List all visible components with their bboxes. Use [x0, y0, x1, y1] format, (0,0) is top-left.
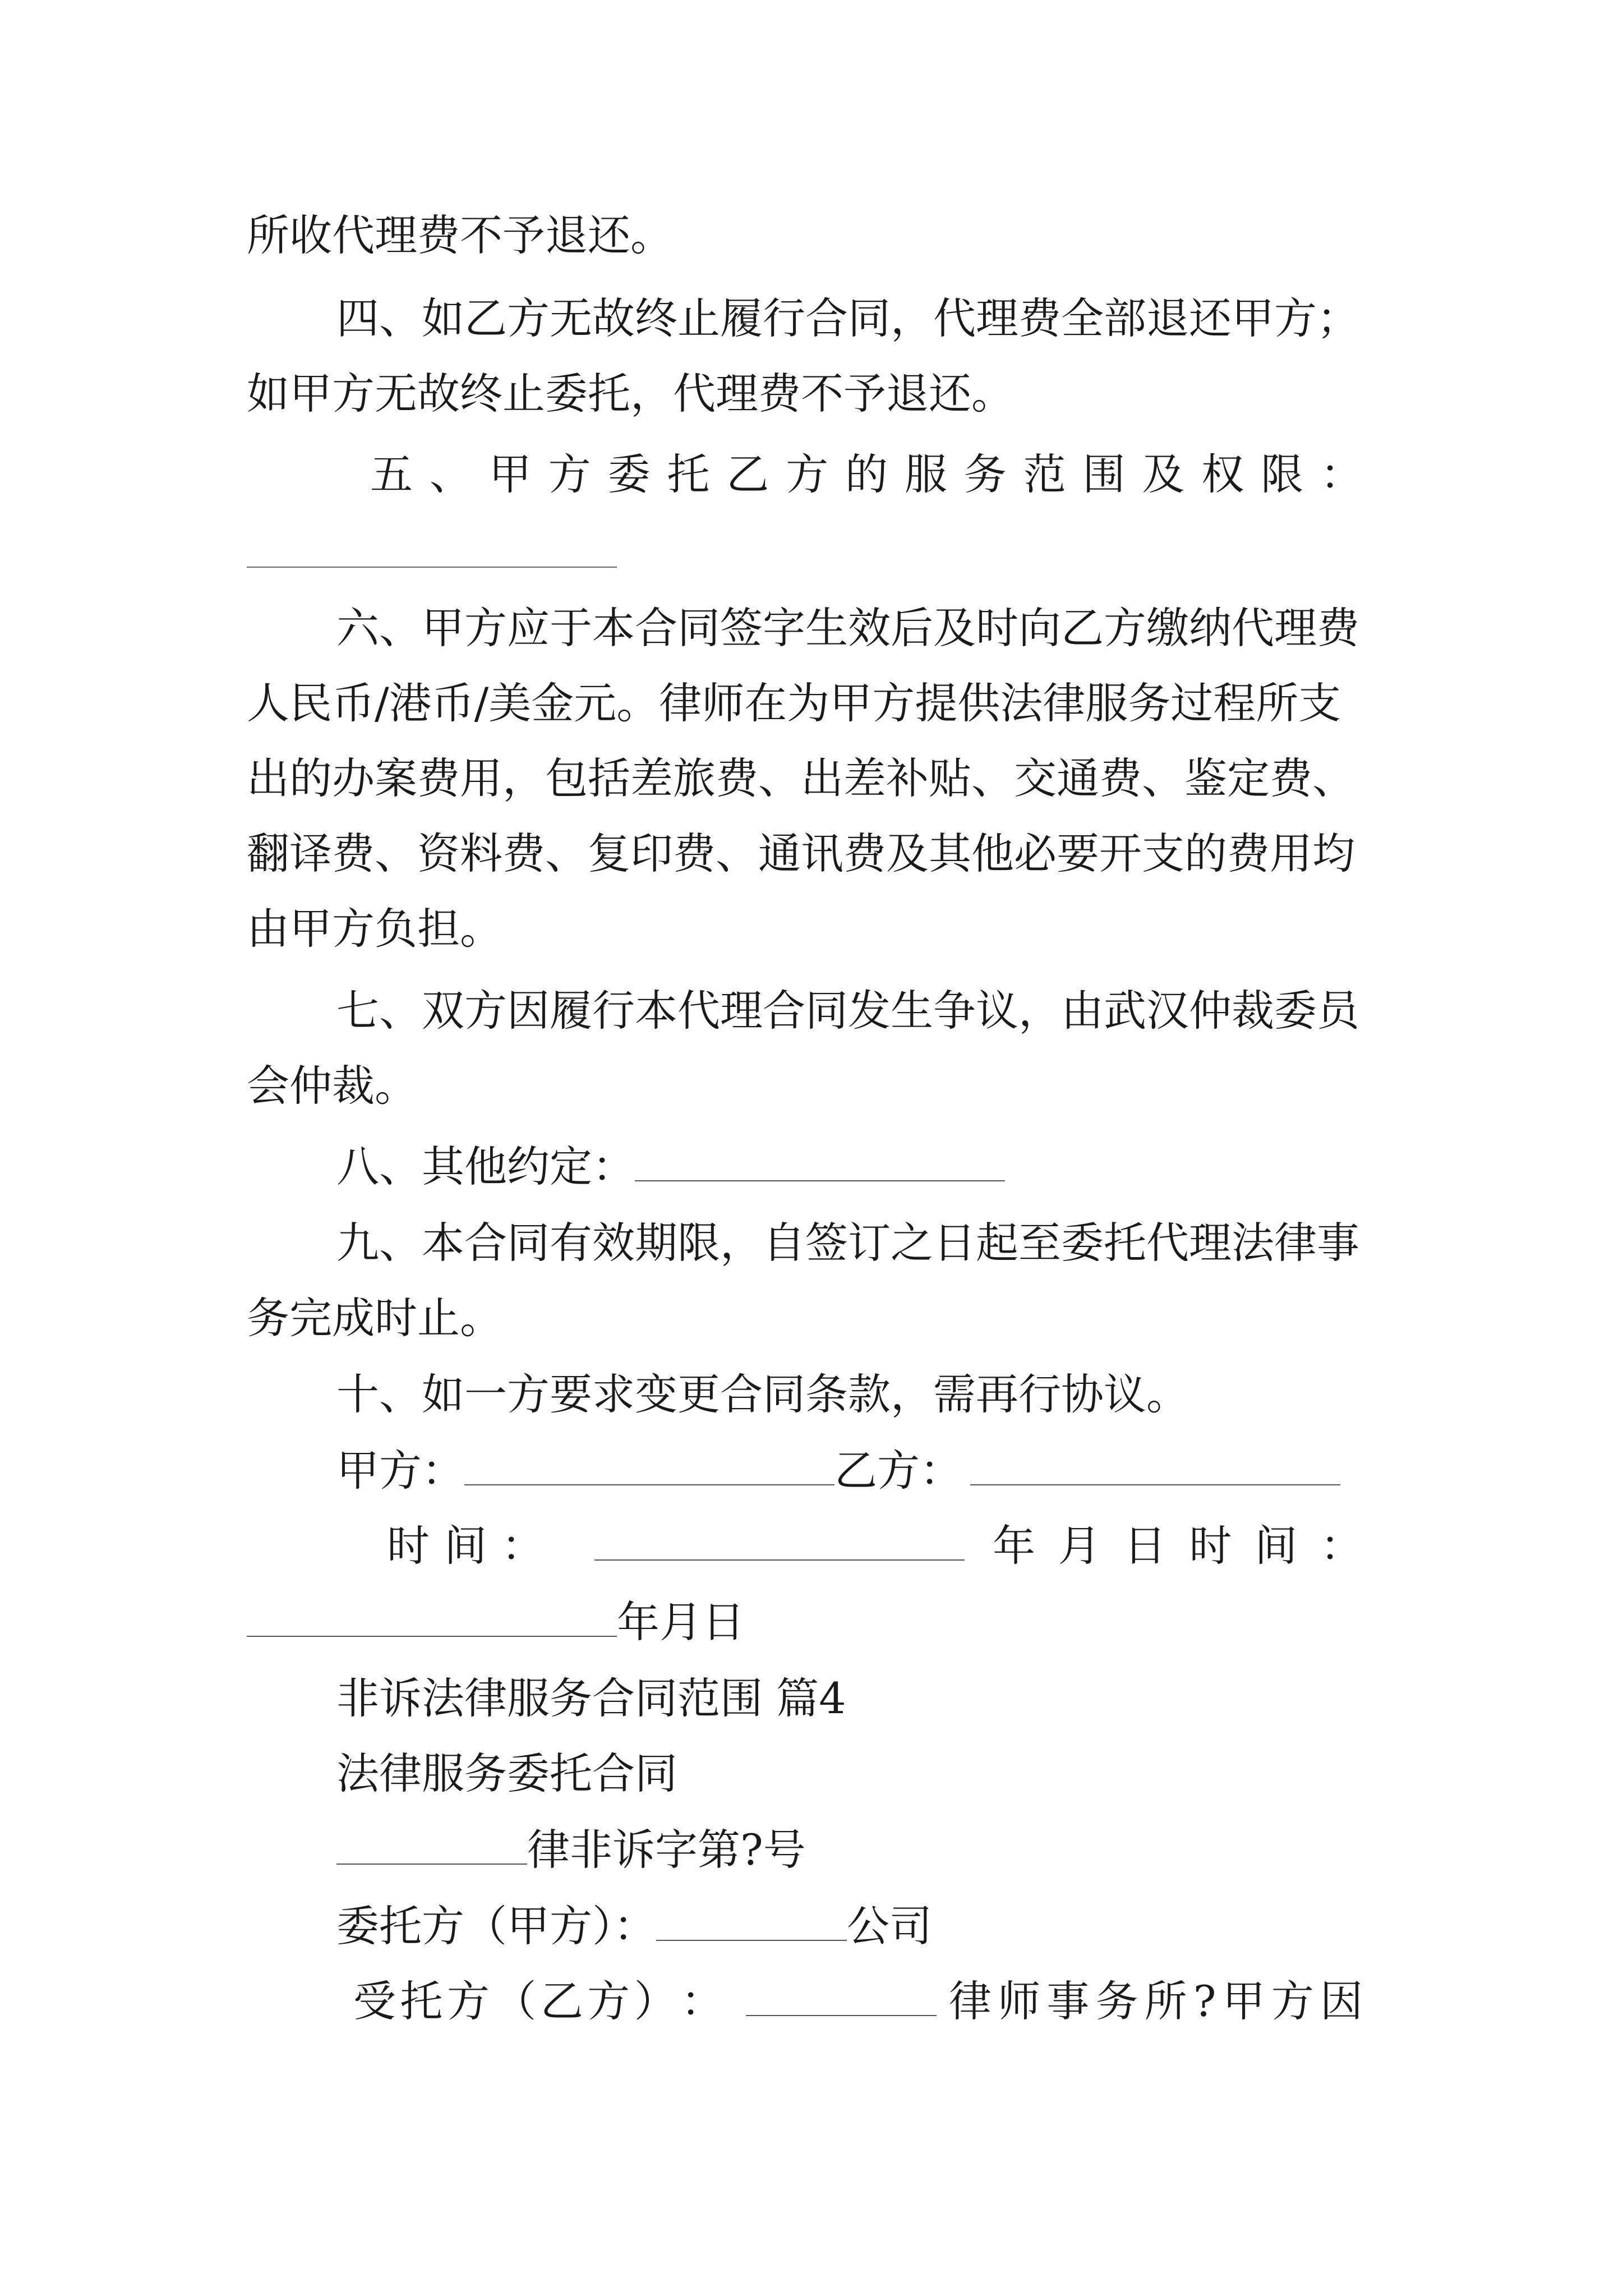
signature-date-line2: 年月日: [247, 1595, 745, 1649]
blank-line: [336, 1829, 527, 1865]
clause-7-line2: 会仲裁。: [247, 1061, 417, 1111]
signature-party-line: 甲方： 乙方：: [336, 1444, 1340, 1498]
clause-5-heading: 五 、 甲 方 委 托 乙 方 的 服 务 范 围 及 权 限 ：: [370, 449, 1363, 499]
blank-line: [970, 1450, 1340, 1485]
contract-title: 法律服务委托合同: [336, 1749, 677, 1798]
clause-9-line1: 九、本合同有效期限，自签订之日起至委托代理法律事: [336, 1218, 1359, 1268]
clause-6-line1: 六、甲方应于本合同签字生效后及时向乙方缴纳代理费: [336, 603, 1359, 653]
clause-6-line4: 翻译费、资料费、复印费、通讯费及其他必要开支的费用均: [247, 829, 1355, 878]
blank-line: [464, 1450, 834, 1485]
clause-7-line1: 七、双方因履行本代理合同发生争议，由武汉仲裁委员: [336, 986, 1359, 1036]
clause-6-line5: 由甲方负担。: [247, 904, 502, 954]
para-line: 所收代理费不予退还。: [247, 210, 673, 260]
section-heading: 非诉法律服务合同范围 篇4: [336, 1673, 846, 1723]
clause-4-line2: 如甲方无故终止委托，代理费不予退还。: [247, 369, 1014, 418]
blank-line: [746, 1980, 937, 2016]
client-line: 委托方（甲方）： 公司: [336, 1901, 932, 1951]
clause-6-line2: 人民币/港币/美金元。律师在为甲方提供法律服务过程所支: [247, 678, 1341, 728]
blank-line: [635, 1145, 1005, 1181]
agent-line: 受 托 方 （ 乙 方 ） ： 律 师 事 务 所 ? 甲 方 因: [353, 1976, 1363, 2026]
clause-8-line: 八、其他约定：: [336, 1140, 1005, 1194]
clause-9-line2: 务完成时止。: [247, 1293, 502, 1343]
blank-line: [656, 1905, 847, 1941]
blank-line: [594, 1525, 965, 1561]
blank-line: [247, 1601, 617, 1637]
clause-4-line1: 四、如乙方无故终止履行合同，代理费全部退还甲方；: [336, 293, 1359, 343]
clause-10-line: 十、如一方要求变更合同条款，需再行协议。: [336, 1369, 1189, 1419]
blank-line: [247, 567, 617, 568]
clause-6-line3: 出的办案费用，包括差旅费、出差补贴、交通费、鉴定费、: [247, 753, 1355, 803]
contract-number-line: 律非诉字第?号: [336, 1823, 806, 1877]
signature-date-line: 时 间 ： 年 月 日 时 间 ：: [387, 1521, 1363, 1571]
